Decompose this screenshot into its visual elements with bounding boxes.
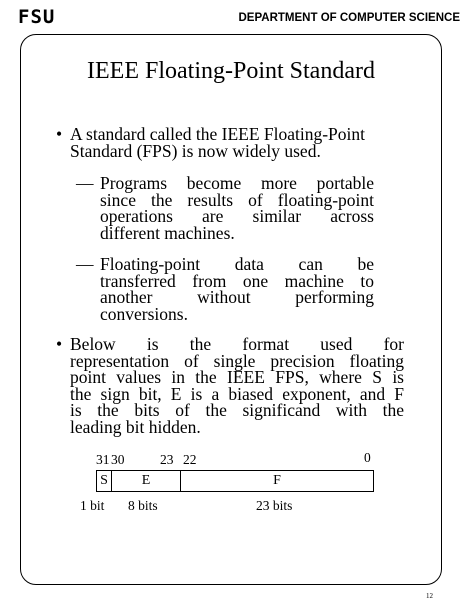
bullet-line: A standard called the IEEE Floating-Point — [70, 124, 366, 144]
page-number: 12 — [426, 592, 433, 600]
fraction-width-label: 23 bits — [256, 498, 293, 513]
bullet-line: Floating-point data can be — [100, 254, 374, 274]
bullet-line: different machines. — [100, 222, 235, 243]
bullet-line: point values in the IEEE FPS, where S is — [70, 367, 404, 387]
bit-label-23: 23 — [160, 452, 174, 467]
bullet-line: conversions. — [100, 303, 188, 324]
bullet-line: representation of single precision floating — [70, 350, 404, 371]
bullet-line: transferred from one machine to — [100, 270, 374, 291]
bullet-format-description — [56, 336, 404, 435]
slide-title: IEEE Floating-Point Standard — [87, 58, 375, 84]
dash-marker: — — [76, 173, 94, 193]
sign-width-label: 1 bit — [80, 498, 105, 513]
bullet-line: since the results of floating-point — [100, 189, 374, 210]
bullet-line: the sign bit, E is a biased exponent, and F — [70, 383, 404, 404]
float-format-box — [96, 470, 374, 492]
subbullet-portability — [76, 175, 374, 241]
fsu-logo: FSU — [18, 6, 56, 28]
bullet-marker: • — [56, 334, 63, 354]
bullet-line: leading bit hidden. — [70, 416, 201, 437]
bullet-line: another without performing — [100, 287, 374, 307]
bullet-standard-intro — [56, 126, 386, 159]
subbullet-transfer — [76, 256, 374, 322]
bullet-marker: • — [56, 124, 63, 144]
bit-label-30: 30 — [111, 452, 125, 467]
bullet-line: is the bits of the significand with the — [70, 400, 404, 420]
bit-label-22: 22 — [183, 452, 197, 467]
exponent-field: E — [141, 473, 151, 488]
bullet-line: operations are similar across — [100, 206, 374, 226]
bullet-line: Programs become more portable — [100, 173, 374, 193]
fraction-field: F — [273, 473, 281, 488]
bit-label-31: 31 — [96, 452, 110, 467]
sign-field: S — [100, 473, 108, 488]
exponent-width-label: 8 bits — [128, 498, 158, 513]
department-name: DEPARTMENT OF COMPUTER SCIENCE — [238, 12, 460, 24]
bullet-line: Below is the format used for — [70, 334, 404, 354]
bullet-line: Standard (FPS) is now widely used. — [70, 140, 321, 161]
dash-marker: — — [76, 254, 94, 274]
bit-label-0: 0 — [364, 450, 371, 465]
